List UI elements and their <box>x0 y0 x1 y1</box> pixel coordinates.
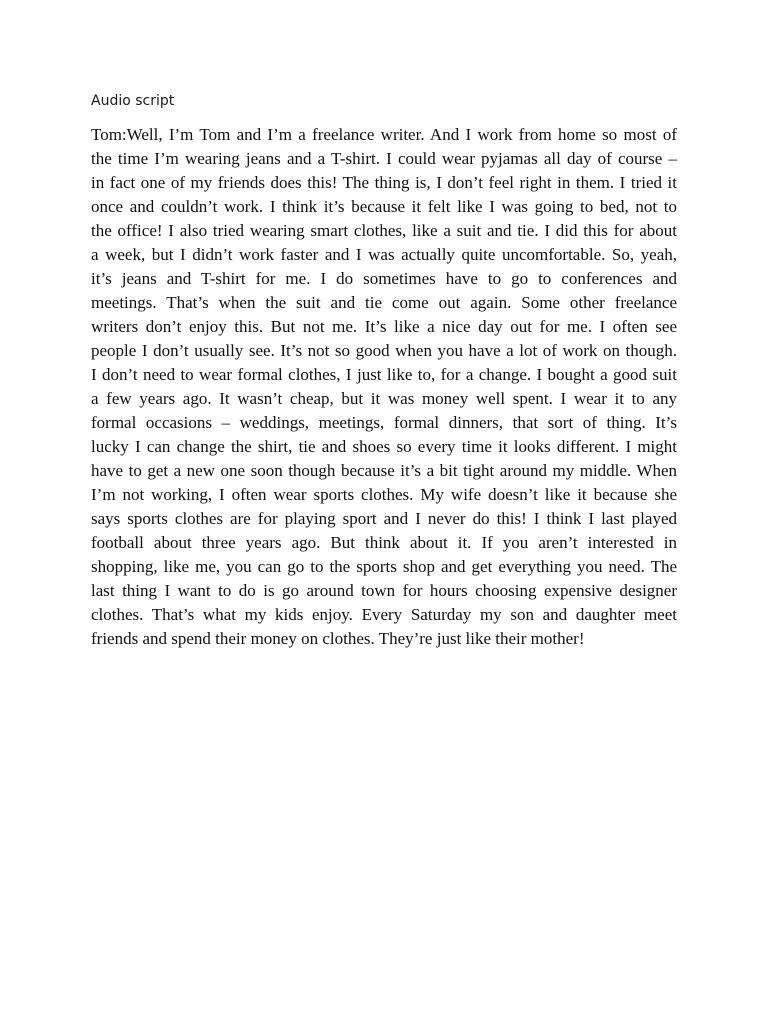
paragraph-line: a few years ago. It wasn’t cheap, but it was money well spent. I wear it to any <box>91 389 677 408</box>
paragraph-line: football about three years ago. But think about it. If you aren’t interested in <box>91 533 677 552</box>
paragraph-line: the time I’m wearing jeans and a T-shirt. I could wear pyjamas all day of course – <box>91 149 677 168</box>
paragraph-line: shopping, like me, you can go to the sports shop and get everything you need. The <box>91 557 677 576</box>
paragraph-line: lucky I can change the shirt, tie and shoes so every time it looks different. I might <box>91 437 677 456</box>
paragraph-line: I don’t need to wear formal clothes, I just like to, for a change. I bought a good suit <box>91 365 677 384</box>
paragraph-line: writers don’t enjoy this. But not me. It’s like a nice day out for me. I often see <box>91 317 677 336</box>
paragraph-line: meetings. That’s when the suit and tie come out again. Some other freelance <box>91 293 677 312</box>
script-paragraph <box>91 123 677 651</box>
paragraph-line: a week, but I didn’t work faster and I was actually quite uncomfortable. So, yeah, <box>91 245 677 264</box>
paragraph-line: clothes. That’s what my kids enjoy. Every Saturday my son and daughter meet <box>91 605 677 624</box>
document-heading: Audio script <box>91 93 175 109</box>
paragraph-line: last thing I want to do is go around town for hours choosing expensive designer <box>91 581 677 600</box>
paragraph-line: people I don’t usually see. It’s not so good when you have a lot of work on though. <box>91 341 677 360</box>
paragraph-line: Tom:Well, I’m Tom and I’m a freelance writer. And I work from home so most of <box>91 125 677 144</box>
paragraph-line: formal occasions – weddings, meetings, formal dinners, that sort of thing. It’s <box>91 413 677 432</box>
paragraph-line: have to get a new one soon though because it’s a bit tight around my middle. When <box>91 461 677 480</box>
paragraph-line: the office! I also tried wearing smart clothes, like a suit and tie. I did this for about <box>91 221 677 240</box>
paragraph-line: says sports clothes are for playing sport and I never do this! I think I last played <box>91 509 677 528</box>
paragraph-line: in fact one of my friends does this! The thing is, I don’t feel right in them. I tried it <box>91 173 677 192</box>
paragraph-line: friends and spend their money on clothes. They’re just like their mother! <box>91 629 585 648</box>
paragraph-line: once and couldn’t work. I think it’s because it felt like I was going to bed, not to <box>91 197 677 216</box>
paragraph-line: I’m not working, I often wear sports clothes. My wife doesn’t like it because she <box>91 485 677 504</box>
paragraph-line: it’s jeans and T-shirt for me. I do sometimes have to go to conferences and <box>91 269 677 288</box>
